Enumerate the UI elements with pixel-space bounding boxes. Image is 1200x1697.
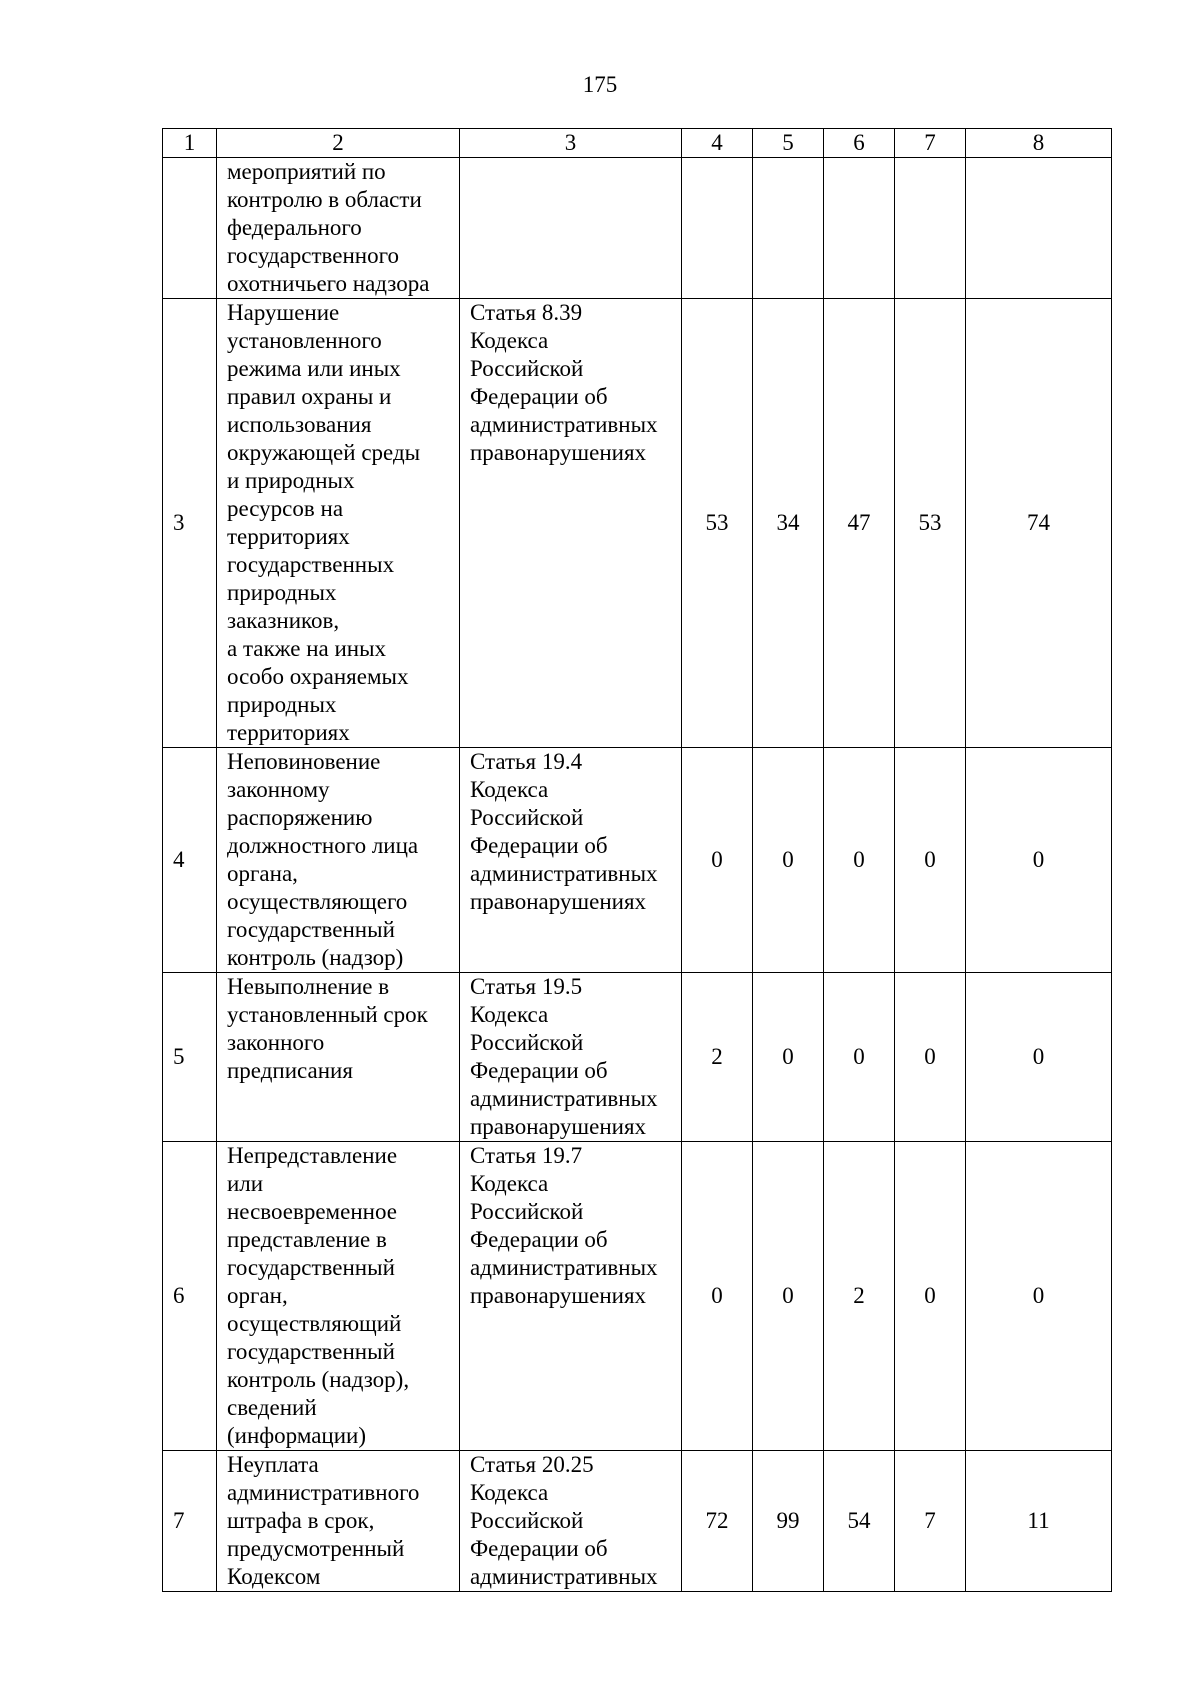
value-col-7: 0	[895, 1142, 966, 1451]
row-number: 7	[163, 1451, 217, 1592]
table-row	[163, 158, 1112, 299]
value-col-6: 54	[824, 1451, 895, 1592]
violation-description: мероприятий по контролю в области федерального государственного охотничьего надзора	[217, 158, 460, 299]
row-number: 6	[163, 1142, 217, 1451]
violation-description: Непредставление или несвоевременное представление в государственный орган, осуществляющий государственный контроль (надзор), сведений (информации)	[217, 1142, 460, 1451]
column-header: 7	[895, 129, 966, 158]
column-header: 3	[460, 129, 682, 158]
table-row	[163, 748, 1112, 973]
legal-article: Статья 19.5 Кодекса Российской Федерации об административных правонарушениях	[460, 973, 682, 1142]
statistics-table	[162, 128, 1112, 1592]
column-header: 6	[824, 129, 895, 158]
legal-article: Статья 8.39 Кодекса Российской Федерации об административных правонарушениях	[460, 299, 682, 748]
table-row	[163, 1142, 1112, 1451]
value-col-6: 0	[824, 748, 895, 973]
violation-description: Неуплата административного штрафа в срок, предусмотренный Кодексом	[217, 1451, 460, 1592]
value-col-7: 0	[895, 748, 966, 973]
row-number: 4	[163, 748, 217, 973]
row-number: 5	[163, 973, 217, 1142]
value-col-4: 53	[682, 299, 753, 748]
value-col-4: 2	[682, 973, 753, 1142]
column-header: 8	[966, 129, 1112, 158]
row-number: 3	[163, 299, 217, 748]
violation-description: Невыполнение в установленный срок законного предписания	[217, 973, 460, 1142]
value-col-4: 0	[682, 748, 753, 973]
value-col-7: 53	[895, 299, 966, 748]
header-row	[163, 129, 1112, 158]
violation-description: Неповиновение законному распоряжению должностного лица органа, осуществляющего государственный контроль (надзор)	[217, 748, 460, 973]
value-col-5: 0	[753, 748, 824, 973]
value-col-4: 72	[682, 1451, 753, 1592]
value-col-7	[895, 158, 966, 299]
table-row	[163, 299, 1112, 748]
column-header: 1	[163, 129, 217, 158]
value-col-5: 99	[753, 1451, 824, 1592]
legal-article	[460, 158, 682, 299]
row-number	[163, 158, 217, 299]
value-col-7: 7	[895, 1451, 966, 1592]
value-col-8: 0	[966, 973, 1112, 1142]
value-col-6	[824, 158, 895, 299]
legal-article: Статья 19.4 Кодекса Российской Федерации об административных правонарушениях	[460, 748, 682, 973]
violation-description: Нарушение установленного режима или иных правил охраны и использования окружающей среды и природных ресурсов на территориях государственных природных заказников, а также на иных особо охраняемых природных территориях	[217, 299, 460, 748]
value-col-4	[682, 158, 753, 299]
value-col-8: 11	[966, 1451, 1112, 1592]
column-header: 5	[753, 129, 824, 158]
column-header: 4	[682, 129, 753, 158]
page-number: 175	[582, 72, 618, 97]
value-col-5: 34	[753, 299, 824, 748]
value-col-4: 0	[682, 1142, 753, 1451]
value-col-8: 74	[966, 299, 1112, 748]
value-col-6: 47	[824, 299, 895, 748]
value-col-5: 0	[753, 973, 824, 1142]
value-col-8: 0	[966, 1142, 1112, 1451]
column-header: 2	[217, 129, 460, 158]
table-row	[163, 1451, 1112, 1592]
value-col-5	[753, 158, 824, 299]
table-row	[163, 973, 1112, 1142]
value-col-8: 0	[966, 748, 1112, 973]
value-col-6: 0	[824, 973, 895, 1142]
legal-article: Статья 20.25 Кодекса Российской Федерации об административных	[460, 1451, 682, 1592]
value-col-5: 0	[753, 1142, 824, 1451]
legal-article: Статья 19.7 Кодекса Российской Федерации об административных правонарушениях	[460, 1142, 682, 1451]
value-col-8	[966, 158, 1112, 299]
value-col-7: 0	[895, 973, 966, 1142]
value-col-6: 2	[824, 1142, 895, 1451]
